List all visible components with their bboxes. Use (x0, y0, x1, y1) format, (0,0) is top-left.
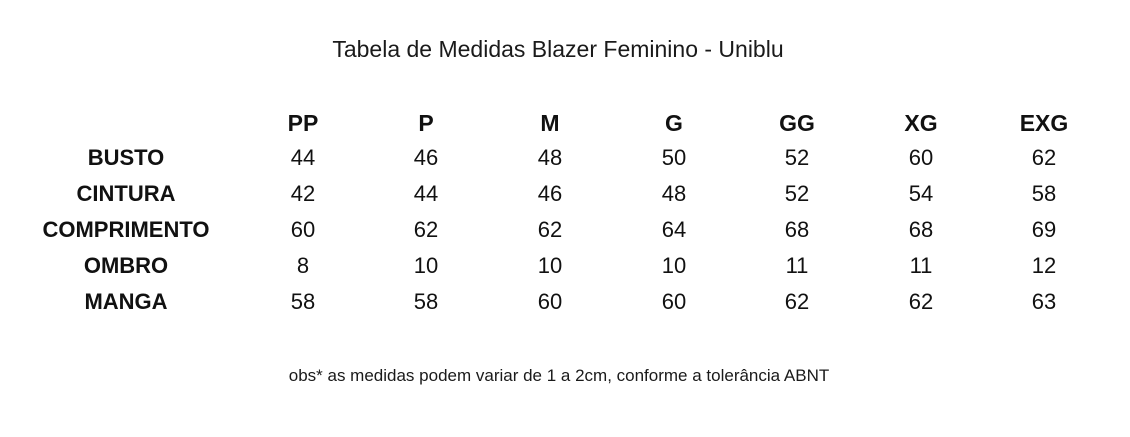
table-cell: 10 (413, 253, 439, 278)
row-label-ombro: OMBRO (83, 253, 169, 278)
table-cell: 46 (537, 181, 563, 206)
table-cell: 62 (537, 217, 563, 242)
row-label-cintura: CINTURA (76, 181, 176, 206)
table-cell: 44 (413, 181, 439, 206)
table-cell: 58 (1031, 181, 1057, 206)
table-cell: 11 (785, 253, 809, 278)
table-cell: 60 (537, 289, 563, 314)
table-cell: 10 (661, 253, 687, 278)
table-cell: 60 (908, 145, 934, 170)
table-cell: 54 (908, 181, 934, 206)
table-cell: 44 (290, 145, 316, 170)
table-cell: 62 (784, 289, 810, 314)
table-cell: 8 (296, 253, 310, 278)
table-cell: 48 (537, 145, 563, 170)
size-header-pp: PP (287, 110, 319, 136)
table-cell: 52 (784, 145, 810, 170)
table-cell: 10 (537, 253, 563, 278)
row-label-manga: MANGA (84, 289, 168, 314)
table-cell: 58 (413, 289, 439, 314)
table-cell: 52 (784, 181, 810, 206)
table-cell: 68 (784, 217, 810, 242)
size-header-g: G (665, 110, 683, 136)
table-cell: 64 (661, 217, 687, 242)
table-cell: 46 (413, 145, 439, 170)
size-header-p: P (418, 110, 434, 136)
tolerance-note: obs* as medidas podem variar de 1 a 2cm, conforme a tolerância ABNT (288, 366, 830, 385)
table-cell: 58 (290, 289, 316, 314)
row-label-busto: BUSTO (87, 145, 165, 170)
size-header-gg: GG (779, 110, 815, 136)
page-title: Tabela de Medidas Blazer Feminino - Uniblu (332, 36, 784, 62)
size-header-m: M (540, 110, 560, 136)
table-cell: 11 (909, 253, 933, 278)
table-cell: 48 (661, 181, 687, 206)
size-header-xg: XG (904, 110, 938, 136)
table-cell: 60 (661, 289, 687, 314)
table-cell: 62 (908, 289, 934, 314)
table-cell: 62 (413, 217, 439, 242)
table-cell: 68 (908, 217, 934, 242)
table-cell: 63 (1031, 289, 1057, 314)
table-cell: 62 (1031, 145, 1057, 170)
size-header-exg: EXG (1019, 110, 1069, 136)
table-cell: 12 (1031, 253, 1057, 278)
row-label-comprimento: COMPRIMENTO (42, 217, 210, 242)
table-cell: 69 (1031, 217, 1057, 242)
table-cell: 42 (290, 181, 316, 206)
table-cell: 50 (661, 145, 687, 170)
table-cell: 60 (290, 217, 316, 242)
